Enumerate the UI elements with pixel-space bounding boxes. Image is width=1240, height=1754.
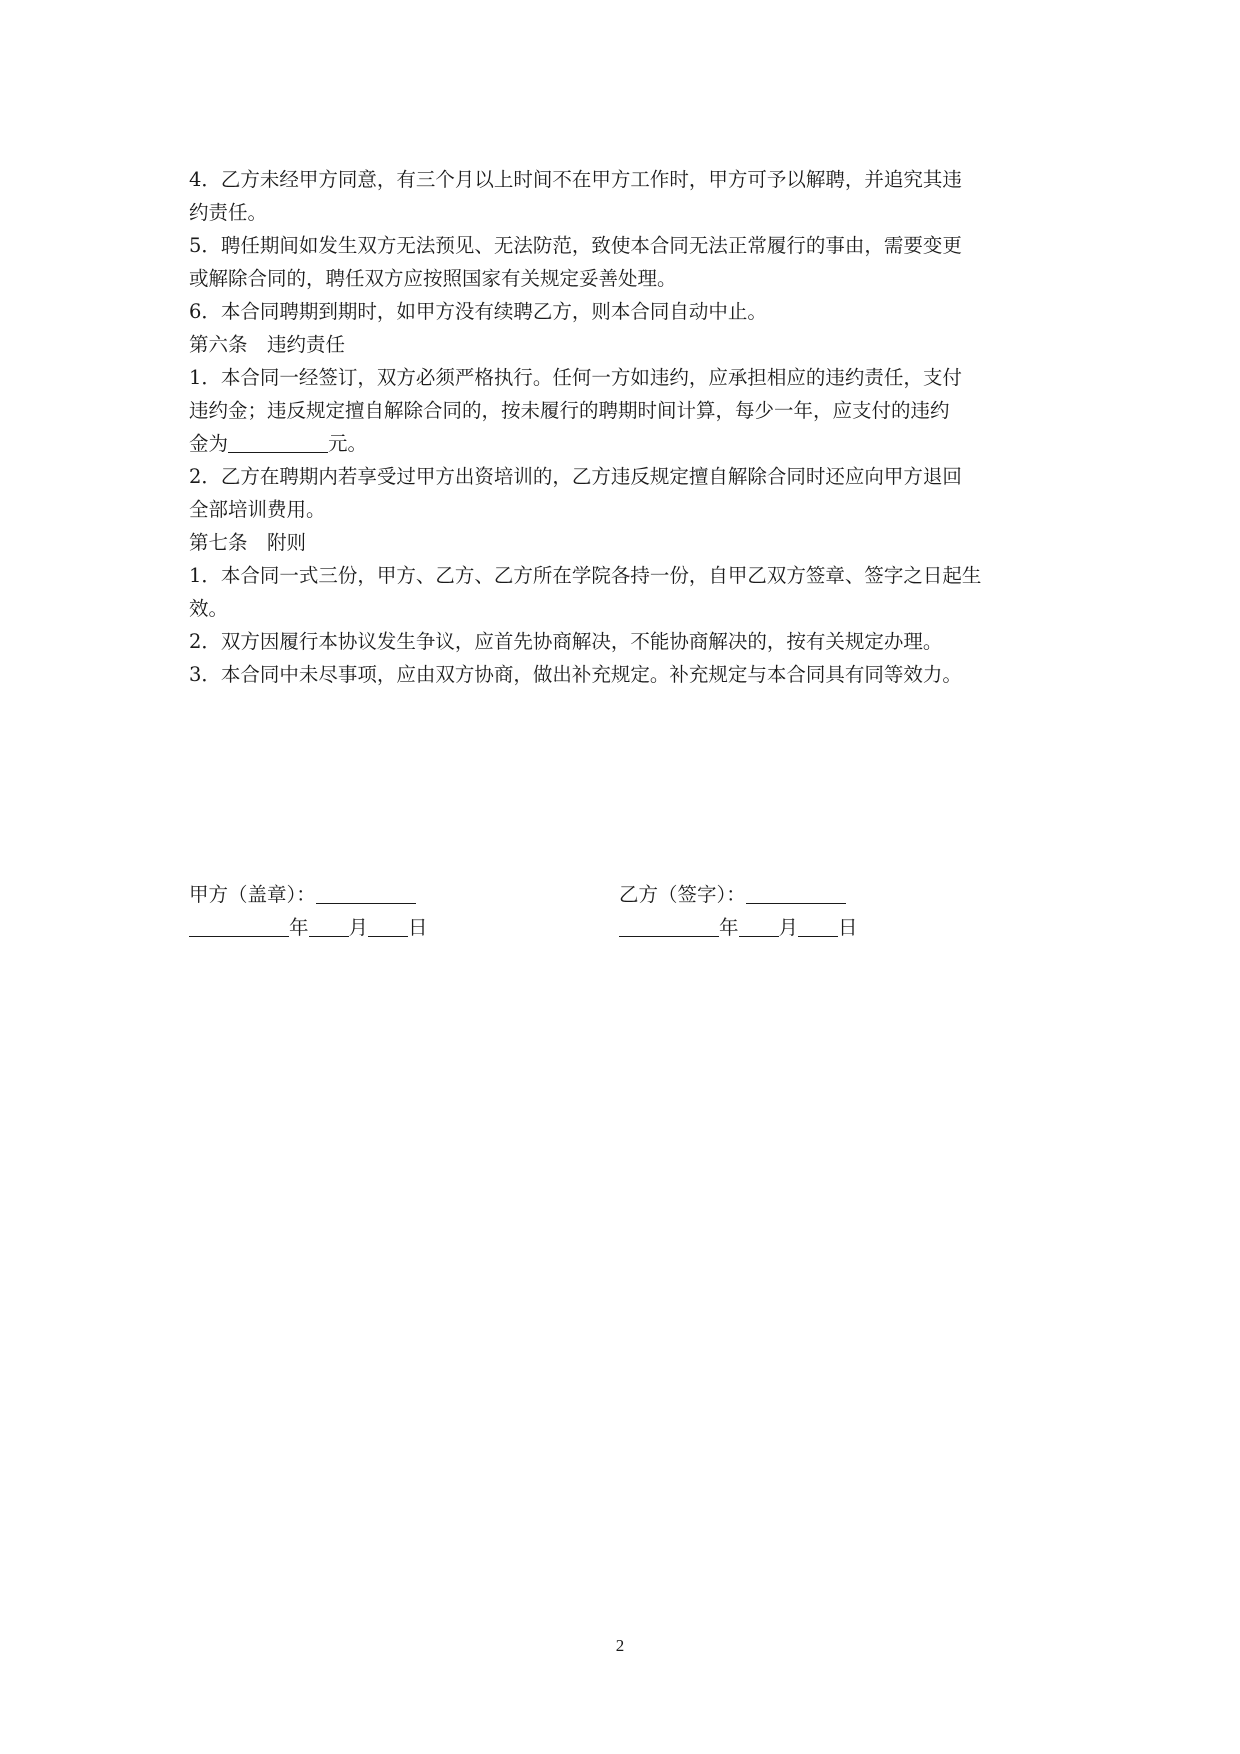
year-label: 年 — [719, 916, 739, 939]
clause-line: 3．本合同中未尽事项，应由双方协商，做出补充规定。补充规定与本合同具有同等效力。 — [189, 663, 962, 686]
party-a-year-blank[interactable] — [189, 916, 289, 937]
party-b-month-blank[interactable] — [739, 916, 779, 937]
clause-line: 效。 — [189, 597, 229, 620]
penalty-suffix: 元。 — [328, 432, 368, 455]
party-b-sign-blank[interactable] — [746, 883, 846, 904]
penalty-amount-line — [189, 427, 1059, 460]
party-a-signature-block — [189, 878, 428, 944]
clause-line: 违约金；违反规定擅自解除合同的，按未履行的聘期时间计算，每少一年，应支付的违约 — [189, 399, 950, 422]
penalty-amount-blank[interactable] — [228, 432, 328, 453]
clause-line: 或解除合同的，聘任双方应按照国家有关规定妥善处理。 — [189, 267, 677, 290]
party-b-date-row — [619, 911, 858, 944]
party-b-signature-block — [619, 878, 858, 944]
clause-line: 5．聘任期间如发生双方无法预见、无法防范，致使本合同无法正常履行的事由，需要变更 — [189, 234, 962, 257]
party-a-month-blank[interactable] — [309, 916, 349, 937]
party-a-seal-row — [189, 878, 428, 911]
clause-line: 4．乙方未经甲方同意，有三个月以上时间不在甲方工作时，甲方可予以解聘，并追究其违 — [189, 168, 962, 191]
section-heading-7: 第七条 附则 — [189, 531, 307, 554]
contract-body — [189, 163, 1059, 691]
month-label: 月 — [348, 916, 369, 939]
clause-line: 2．双方因履行本协议发生争议，应首先协商解决，不能协商解决的，按有关规定办理。 — [189, 630, 943, 653]
clause-line: 约责任。 — [189, 201, 268, 224]
clause-line: 6．本合同聘期到期时，如甲方没有续聘乙方，则本合同自动中止。 — [189, 300, 767, 323]
section-heading-6: 第六条 违约责任 — [189, 333, 346, 356]
party-a-day-blank[interactable] — [368, 916, 408, 937]
party-b-year-blank[interactable] — [619, 916, 719, 937]
penalty-prefix: 金为 — [189, 432, 229, 455]
month-label: 月 — [778, 916, 799, 939]
party-a-seal-blank[interactable] — [316, 883, 416, 904]
day-label: 日 — [838, 916, 858, 939]
party-b-sign-row — [619, 878, 858, 911]
clause-line: 2．乙方在聘期内若享受过甲方出资培训的，乙方违反规定擅自解除合同时还应向甲方退回 — [189, 465, 962, 488]
clause-line: 全部培训费用。 — [189, 498, 326, 521]
party-b-label: 乙方（签字）： — [619, 883, 746, 906]
party-a-label: 甲方（盖章）： — [189, 883, 316, 906]
year-label: 年 — [289, 916, 309, 939]
clause-line: 1．本合同一经签订，双方必须严格执行。任何一方如违约，应承担相应的违约责任，支付 — [189, 366, 962, 389]
party-a-date-row — [189, 911, 428, 944]
clause-line: 1．本合同一式三份，甲方、乙方、乙方所在学院各持一份，自甲乙双方签章、签字之日起生 — [189, 564, 982, 587]
party-b-day-blank[interactable] — [798, 916, 838, 937]
page-number: 2 — [615, 1636, 625, 1655]
day-label: 日 — [408, 916, 428, 939]
